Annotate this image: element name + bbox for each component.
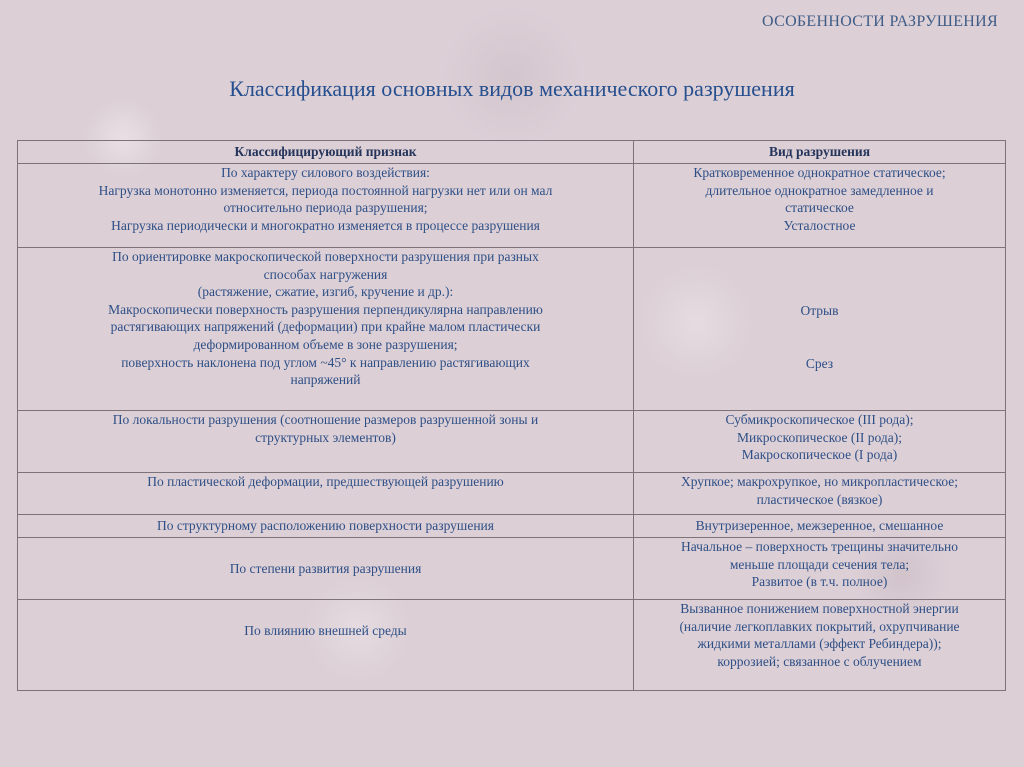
table-row — [18, 515, 1006, 538]
criterion-line: относительно периода разрушения; — [223, 200, 428, 216]
criterion-line: По локальности разрушения (соотношение размеров разрушенной зоны и — [112, 412, 539, 427]
type-line: Развитое (в т.ч. полное) — [751, 574, 888, 590]
table-row — [18, 248, 1006, 411]
criterion-line: Нагрузка монотонно изменяется, периода постоянной нагрузки нет или он мал — [98, 182, 553, 198]
header-criterion: Классифицирующий признак — [18, 141, 634, 164]
table-row — [18, 411, 1006, 473]
criterion-line: По структурному расположению поверхности разрушения — [157, 518, 494, 534]
table-row — [18, 473, 1006, 515]
type-line: (наличие легкоплавких покрытий, охрупчивание — [679, 618, 960, 634]
table-row — [18, 164, 1006, 248]
criterion-line: По степени развития разрушения — [229, 560, 422, 576]
criterion-line: деформированном объеме в зоне разрушения; — [193, 336, 458, 352]
type-line: жидкими металлами (эффект Ребиндера)); — [697, 636, 942, 652]
table-row — [18, 600, 1006, 691]
type-line-shear: Срез — [805, 355, 834, 371]
criterion-cell — [18, 164, 634, 248]
criterion-line: способах нагружения — [263, 266, 388, 282]
criterion-line: По характеру силового воздействия: — [221, 165, 430, 180]
fracture-type-cell — [634, 473, 1006, 515]
classification-table — [17, 140, 1006, 691]
criterion-cell — [18, 538, 634, 600]
criterion-line: напряжений — [290, 372, 361, 388]
criterion-cell — [18, 248, 634, 411]
spacer — [642, 320, 997, 338]
spacer — [642, 337, 997, 355]
fracture-type-cell — [634, 164, 1006, 248]
type-line: Макроскопическое (I рода) — [741, 447, 898, 463]
section-label: ОСОБЕННОСТИ РАЗРУШЕНИЯ — [762, 13, 998, 30]
type-line: Внутризеренное, межзеренное, смешанное — [695, 518, 944, 534]
type-line: Кратковременное однократное статическое; — [693, 165, 946, 180]
criterion-line: поверхность наклонена под углом ~45° к направлению растягивающих — [121, 354, 530, 370]
criterion-line: Нагрузка периодически и многократно изменяется в процессе разрушения — [111, 217, 540, 233]
criterion-cell — [18, 411, 634, 473]
criterion-line: структурных элементов) — [255, 429, 396, 445]
fracture-type-cell — [634, 411, 1006, 473]
criterion-line: По влиянию внешней среды — [244, 623, 407, 638]
type-line: Субмикроскопическое (III рода); — [725, 412, 914, 427]
fracture-type-cell — [634, 248, 1006, 411]
criterion-line: По ориентировке макроскопической поверхности разрушения при разных — [112, 249, 539, 264]
type-line: меньше площади сечения тела; — [729, 556, 910, 572]
fracture-type-cell — [634, 515, 1006, 538]
table-header-row — [18, 141, 1006, 164]
fracture-type-cell — [634, 538, 1006, 600]
criterion-line: растягивающих напряжений (деформации) при крайне малом пластически — [110, 319, 541, 335]
type-line: коррозией; связанное с облучением — [717, 653, 922, 669]
type-line: Усталостное — [783, 217, 856, 233]
page-title: Классификация основных видов механического разрушения — [229, 76, 795, 101]
criterion-line: (растяжение, сжатие, изгиб, кручение и др.): — [197, 284, 454, 300]
criterion-line: Макроскопически поверхность разрушения перпендикулярна направлению — [108, 301, 543, 317]
type-line: Начальное – поверхность трещины значительно — [680, 539, 958, 554]
type-line: Хрупкое; макрохрупкое, но микропластическое; — [680, 474, 959, 489]
type-line: Микроскопическое (II рода); — [736, 429, 903, 445]
type-line: длительное однократное замедленное и — [705, 182, 934, 198]
criterion-cell — [18, 473, 634, 515]
criterion-cell — [18, 600, 634, 691]
criterion-line: По пластической деформации, предшествующей разрушению — [147, 474, 504, 489]
type-line: статическое — [785, 200, 854, 216]
header-fracture-type: Вид разрушения — [634, 141, 1006, 164]
fracture-type-cell — [634, 600, 1006, 691]
table-row — [18, 538, 1006, 600]
type-line: пластическое (вязкое) — [756, 491, 883, 507]
type-line: Вызванное понижением поверхностной энергии — [680, 601, 959, 616]
criterion-cell — [18, 515, 634, 538]
type-line-separation: Отрыв — [800, 303, 839, 318]
